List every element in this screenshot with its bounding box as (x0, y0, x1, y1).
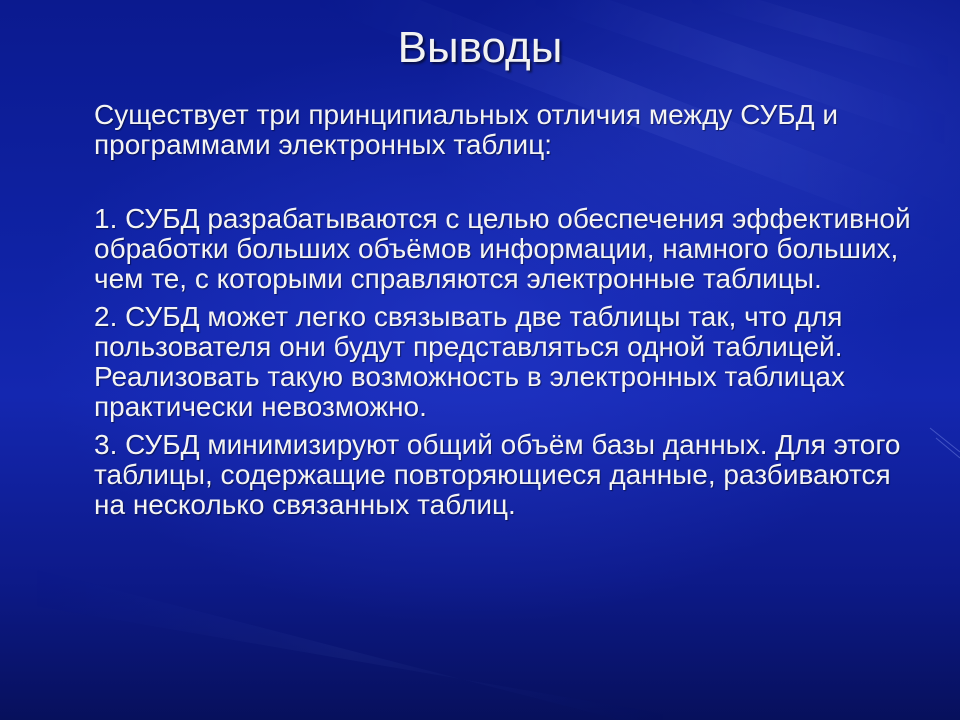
list-item-1: 1. СУБД разрабатываются с целью обеспечения эффективной обработки больших объёмов информации, намного больших, чем те, с которыми справляются электронные таблицы. (94, 203, 911, 294)
list-item-2: 2. СУБД может легко связывать две таблицы так, что для пользователя они будут представляться одной таблицей. Реализовать такую возможность в электронных таблицах практически невозможно. (94, 301, 845, 422)
list-item-3: 3. СУБД минимизируют общий объём базы данных. Для этого таблицы, содержащие повторяющиеся данные, разбиваются на несколько связанных таблиц. (94, 429, 901, 520)
slide-title: Выводы (397, 23, 563, 72)
slide-body (94, 100, 914, 528)
intro-paragraph: Существует три принципиальных отличия между СУБД и программами электронных таблиц: (94, 99, 839, 160)
